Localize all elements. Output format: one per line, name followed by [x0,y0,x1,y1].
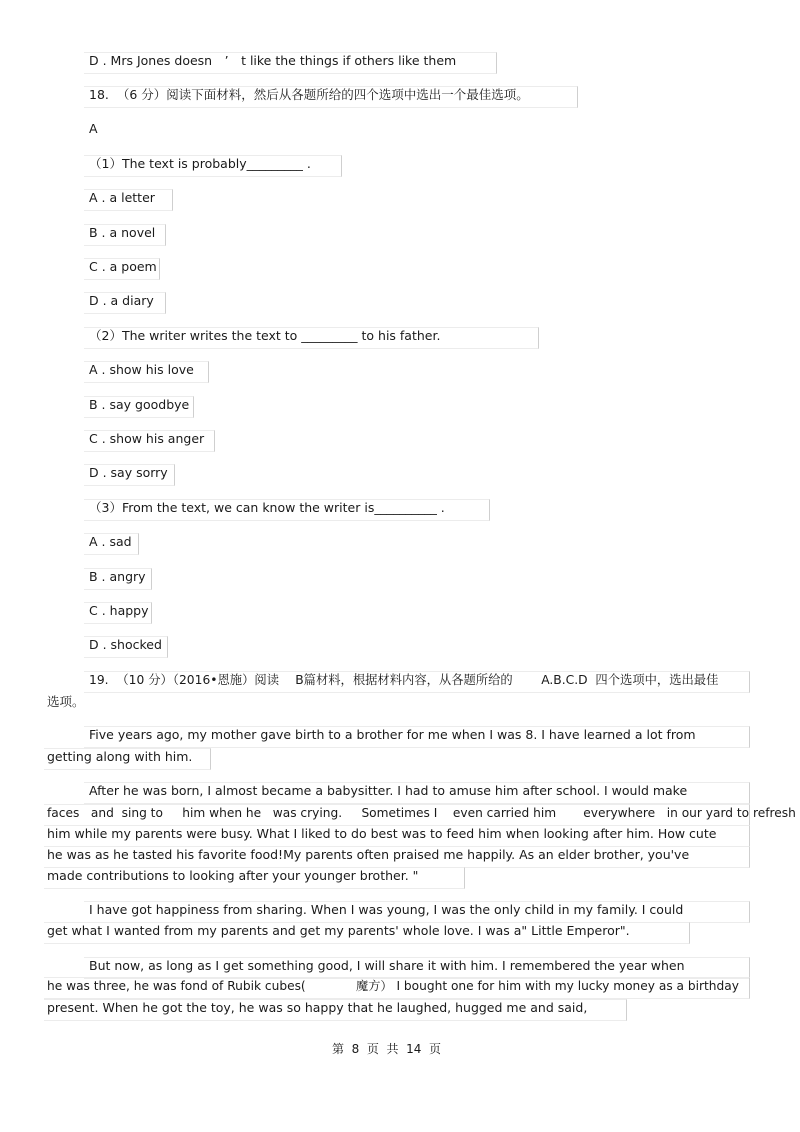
option-d: D . say sorry [89,465,168,480]
page-footer: 第 8 页 共 14 页 [332,1042,442,1056]
option-a: A . a letter [89,190,155,205]
option-d: D . a diary [89,293,154,308]
passage-paragraph-3-line-1: I have got happiness from sharing. When I was young, I was the only child in my family. I could [89,902,684,917]
passage-paragraph-3-line-2: get what I wanted from my parents and get my parents' whole love. I was a" Little Emperor". [47,923,630,938]
passage-paragraph-2-line-1: After he was born, I almost became a babysitter. I had to amuse him after school. I would make [89,783,688,798]
option-c: C . show his anger [89,431,205,446]
passage-paragraph-1-line-1: Five years ago, my mother gave birth to a brother for me when I was 8. I have learned a lot from [89,727,696,742]
passage-label-a: A [89,121,98,136]
sub-question-1-stem: （1）The text is probably_________ . [89,156,311,171]
passage-paragraph-4-line-2: he was three, he was fond of Rubik cubes( 魔方） I bought one for him with my lucky money as a birthday [47,979,739,993]
option-c: C . a poem [89,259,157,274]
option-a: A . show his love [89,362,194,377]
question-18-title: 18. （6 分）阅读下面材料，然后从各题所给的四个选项中选出一个最佳选项。 [89,87,529,102]
option-b: B . a novel [89,225,156,240]
question-19-title-continued: 选项。 [47,694,85,709]
passage-paragraph-2-line-3: him while my parents were busy. What I liked to do best was to feed him when looking after him. How cute [47,826,717,841]
option-a: A . sad [89,534,132,549]
option-d: D . shocked [89,637,162,652]
option-d-q17: D . Mrs Jones doesn ’ t like the things if others like them [89,53,457,68]
passage-paragraph-4-line-1: But now, as long as I get something good, I will share it with him. I remembered the year when [89,958,685,973]
option-b: B . say goodbye [89,397,190,412]
passage-paragraph-4-line-3: present. When he got the toy, he was so happy that he laughed, hugged me and said, [47,1000,588,1015]
option-b: B . angry [89,569,146,584]
passage-paragraph-2-line-5: made contributions to looking after your younger brother. " [47,868,419,883]
question-19-title: 19. （10 分）（2016•恩施）阅读 B篇材料，根据材料内容，从各题所给的 A.B.C.D 四个选项中，选出最佳 [89,673,719,687]
passage-paragraph-2-line-2: faces and sing to him when he was crying. Sometimes I even carried him everywhere in our yard to refresh [47,806,796,820]
sub-question-3-stem: （3）From the text, we can know the writer is__________ . [89,500,445,515]
option-c: C . happy [89,603,149,618]
passage-paragraph-1-line-2: getting along with him. [47,749,193,764]
passage-paragraph-2-line-4: he was as he tasted his favorite food!My parents often praised me happily. As an elder brother, you've [47,847,690,862]
sub-question-2-stem: （2）The writer writes the text to _________ to his father. [89,328,441,343]
